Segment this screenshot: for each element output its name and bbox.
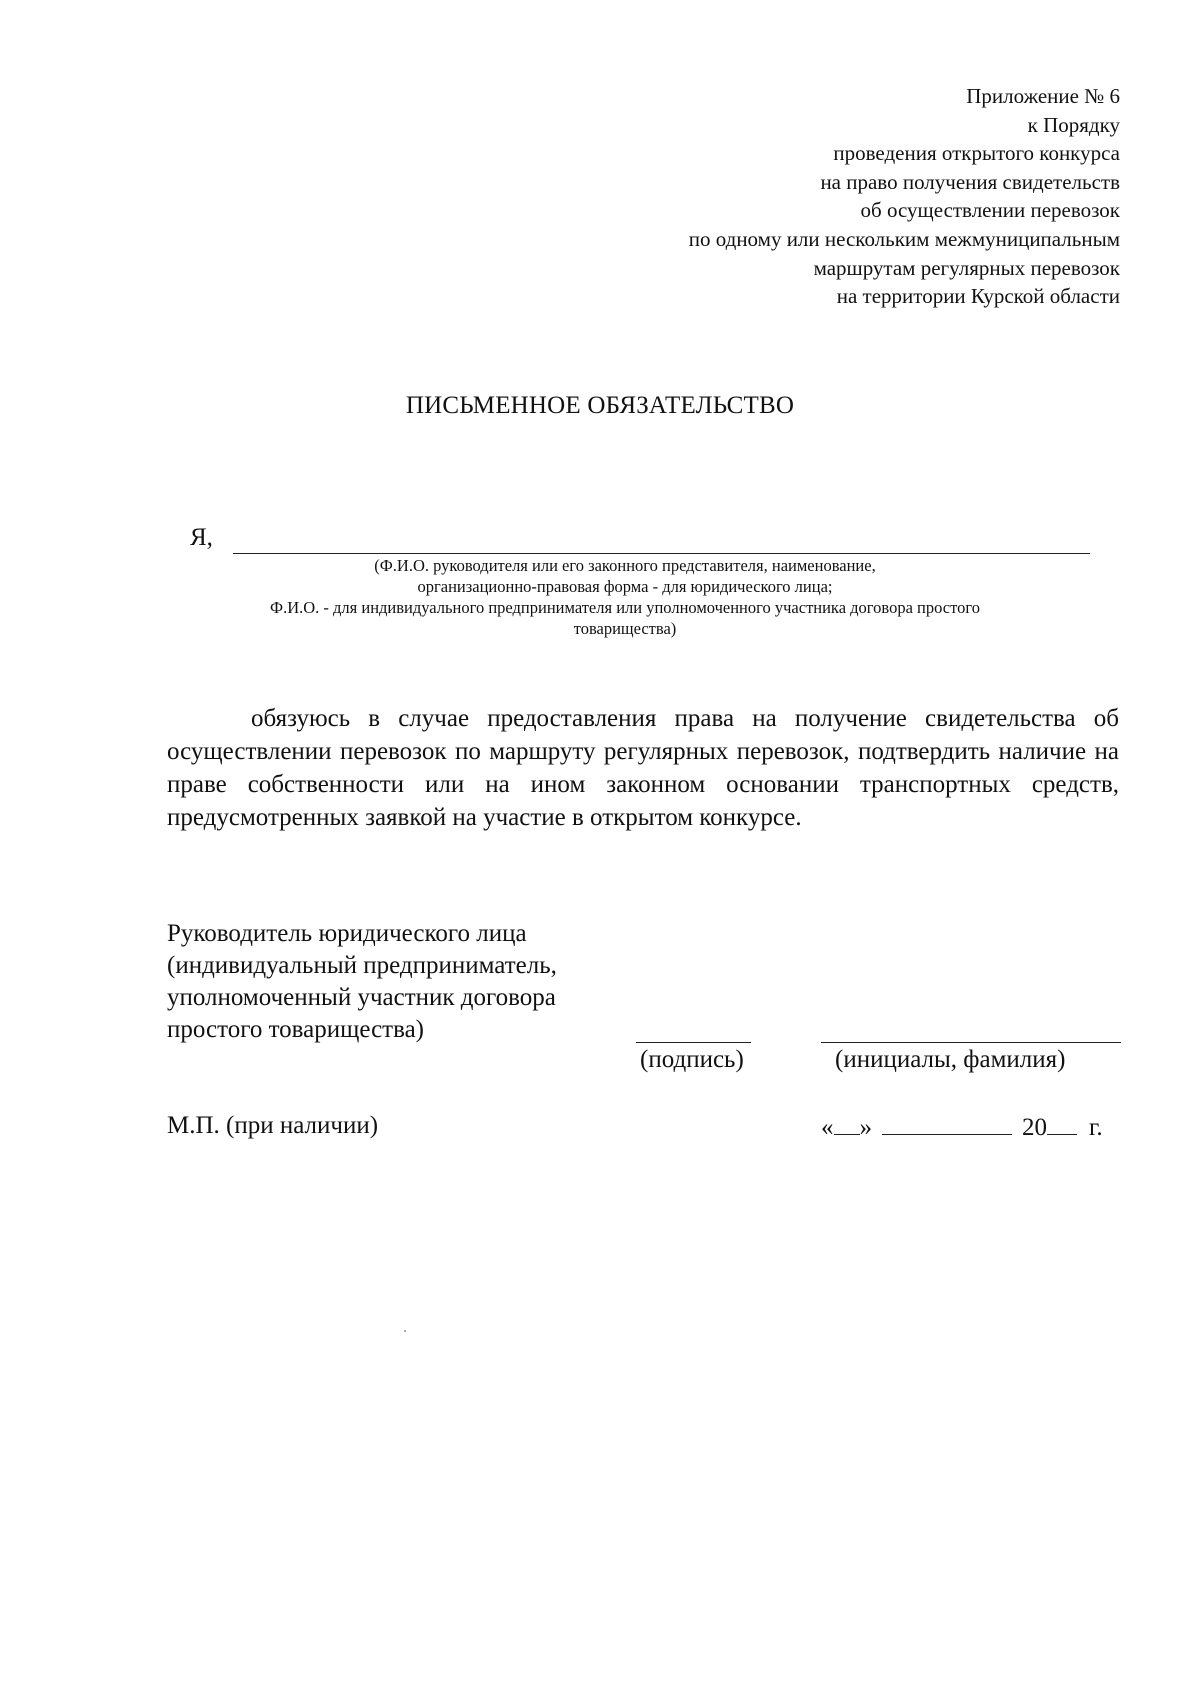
date-year-field[interactable] (1047, 1112, 1077, 1135)
signature-caption: (подпись) (640, 1046, 744, 1073)
signer-block (167, 918, 557, 1046)
appendix-line: Приложение № 6 (966, 84, 1120, 108)
document-title: ПИСЬМЕННОЕ ОБЯЗАТЕЛЬСТВО (405, 392, 795, 419)
date-day-field[interactable] (834, 1112, 860, 1135)
name-caption: (инициалы, фамилия) (835, 1046, 1066, 1073)
initials-surname-field[interactable] (821, 1042, 1121, 1043)
scan-speck (404, 1330, 406, 1332)
hint-line: Ф.И.О. - для индивидуального предпринимателя или уполномоченного участника договора простого (270, 598, 980, 617)
signer-line: Руководитель юридического лица (167, 920, 527, 947)
signer-line: простого товарищества) (167, 1016, 425, 1043)
date-year-suffix: г. (1089, 1114, 1103, 1141)
appendix-line: на территории Курской области (836, 284, 1120, 309)
date-open-quote: « (821, 1114, 834, 1141)
declarant-hint (160, 555, 1090, 639)
signer-line: (индивидуальный предприниматель, (167, 952, 557, 979)
appendix-line: по одному или нескольким межмуниципальным (688, 226, 1120, 251)
seal-label: М.П. (при наличии) (167, 1112, 379, 1139)
appendix-line: маршрутам регулярных перевозок (813, 255, 1120, 280)
appendix-line: к Порядку (1027, 112, 1120, 137)
date-year-prefix: 20 (1022, 1114, 1047, 1141)
date-month-field[interactable] (882, 1112, 1012, 1135)
appendix-line: об осуществлении перевозок (860, 198, 1120, 223)
hint-line: организационно-правовая форма - для юридического лица; (417, 577, 833, 596)
appendix-line: на право получения свидетельств (820, 169, 1120, 194)
appendix-header (689, 82, 1120, 311)
declarant-name-field[interactable] (233, 553, 1090, 554)
hint-line: товарищества) (573, 619, 677, 638)
declarant-prefix: Я, (190, 524, 213, 551)
signer-line: уполномоченный участник договора (167, 984, 556, 1011)
appendix-line: проведения открытого конкурса (833, 141, 1120, 166)
signature-field[interactable] (636, 1042, 751, 1043)
obligation-paragraph: обязуюсь в случае предоставления права на получение свидетельства об осуществлении перевозок по маршруту регулярных перевозок, подтвердить наличие на праве собственности или на ином законном основании транспортных средств, предусмотренных заявкой на участие в открытом конкурсе. (167, 705, 1119, 831)
date-close-quote: » (859, 1114, 872, 1141)
hint-line: (Ф.И.О. руководителя или его законного представителя, наименование, (374, 556, 876, 575)
date-line (821, 1112, 1103, 1142)
